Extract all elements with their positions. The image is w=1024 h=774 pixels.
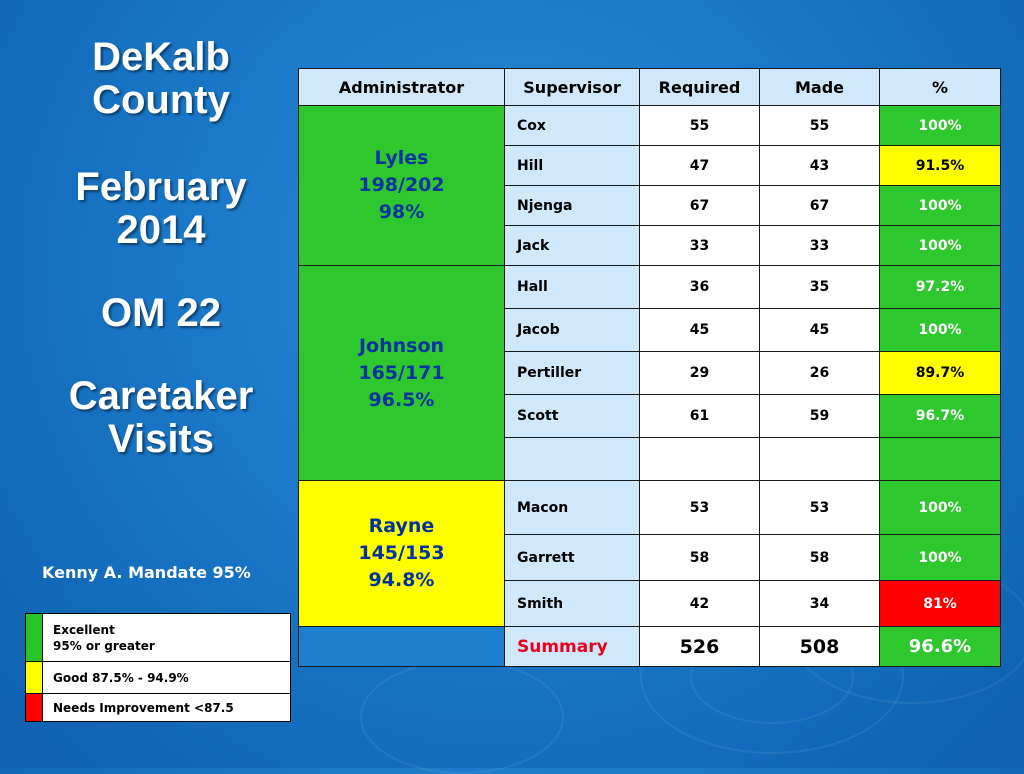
header-administrator: Administrator: [299, 69, 505, 106]
made-cell: [760, 438, 880, 481]
summary-percent: 96.6%: [880, 627, 1001, 667]
slide-title: [30, 36, 292, 461]
legend-label-line: Excellent: [53, 622, 115, 637]
legend-swatch: [26, 662, 43, 694]
legend-label: [43, 614, 291, 662]
title-line: County: [92, 78, 230, 122]
legend-label: Needs Improvement <87.5: [43, 694, 291, 722]
administrator-pct: 94.8%: [368, 569, 435, 591]
title-line: 2014: [116, 208, 206, 252]
table-row: [299, 481, 1001, 535]
percent-cell: 97.2%: [880, 266, 1001, 309]
required-cell: 45: [640, 309, 760, 352]
header-supervisor: Supervisor: [505, 69, 640, 106]
supervisor-cell: Hill: [505, 146, 640, 186]
percent-cell: 96.7%: [880, 395, 1001, 438]
made-cell: 67: [760, 186, 880, 226]
table-header-row: [299, 69, 1001, 106]
percent-cell: 100%: [880, 535, 1001, 581]
supervisor-cell: Garrett: [505, 535, 640, 581]
legend-table: [25, 613, 291, 722]
required-cell: 36: [640, 266, 760, 309]
administrator-cell: [299, 266, 505, 481]
administrator-cell: [299, 106, 505, 266]
legend-row-good: [26, 662, 291, 694]
table-row: [299, 106, 1001, 146]
percent-cell: 100%: [880, 309, 1001, 352]
required-cell: 47: [640, 146, 760, 186]
percent-cell: 91.5%: [880, 146, 1001, 186]
administrator-pct: 96.5%: [368, 388, 435, 411]
summary-row: [299, 627, 1001, 667]
administrator-ratio: 145/153: [358, 542, 445, 564]
required-cell: 58: [640, 535, 760, 581]
caretaker-visits-table: [298, 68, 1001, 667]
title-line: Visits: [108, 417, 214, 461]
administrator-pct: 98%: [378, 201, 425, 223]
supervisor-cell: [505, 438, 640, 481]
percent-cell: 100%: [880, 186, 1001, 226]
made-cell: 55: [760, 106, 880, 146]
supervisor-cell: Scott: [505, 395, 640, 438]
percent-cell: 81%: [880, 581, 1001, 627]
required-cell: [640, 438, 760, 481]
required-cell: 53: [640, 481, 760, 535]
made-cell: 58: [760, 535, 880, 581]
administrator-name: Rayne: [368, 515, 435, 537]
required-cell: 33: [640, 226, 760, 266]
supervisor-cell: Cox: [505, 106, 640, 146]
required-cell: 42: [640, 581, 760, 627]
administrator-ratio: 198/202: [358, 174, 445, 196]
supervisor-cell: Pertiller: [505, 352, 640, 395]
administrator-ratio: 165/171: [358, 361, 445, 384]
percent-cell: 89.7%: [880, 352, 1001, 395]
summary-label: Summary: [505, 627, 640, 667]
made-cell: 34: [760, 581, 880, 627]
required-cell: 61: [640, 395, 760, 438]
table-row: [299, 266, 1001, 309]
made-cell: 43: [760, 146, 880, 186]
required-cell: 29: [640, 352, 760, 395]
summary-made: 508: [760, 627, 880, 667]
legend-label: Good 87.5% - 94.9%: [43, 662, 291, 694]
summary-required: 526: [640, 627, 760, 667]
made-cell: 45: [760, 309, 880, 352]
made-cell: 53: [760, 481, 880, 535]
required-cell: 67: [640, 186, 760, 226]
supervisor-cell: Hall: [505, 266, 640, 309]
percent-cell: 100%: [880, 226, 1001, 266]
made-cell: 33: [760, 226, 880, 266]
administrator-cell: [299, 481, 505, 627]
title-line: DeKalb: [92, 35, 230, 79]
supervisor-cell: Macon: [505, 481, 640, 535]
legend-row-needs-improvement: [26, 694, 291, 722]
legend-row-excellent: [26, 614, 291, 662]
legend-label-line: 95% or greater: [53, 638, 155, 653]
legend-swatch: [26, 614, 43, 662]
made-cell: 35: [760, 266, 880, 309]
made-cell: 59: [760, 395, 880, 438]
legend-swatch: [26, 694, 43, 722]
summary-blank-cell: [299, 627, 505, 667]
supervisor-cell: Jacob: [505, 309, 640, 352]
supervisor-cell: Jack: [505, 226, 640, 266]
made-cell: 26: [760, 352, 880, 395]
title-line: February: [75, 165, 247, 209]
title-line: OM 22: [100, 291, 222, 335]
header-required: Required: [640, 69, 760, 106]
percent-cell: [880, 438, 1001, 481]
percent-cell: 100%: [880, 481, 1001, 535]
supervisor-cell: Njenga: [505, 186, 640, 226]
header-percent: %: [880, 69, 1001, 106]
required-cell: 55: [640, 106, 760, 146]
supervisor-cell: Smith: [505, 581, 640, 627]
title-line: Caretaker: [68, 374, 254, 418]
percent-cell: 100%: [880, 106, 1001, 146]
header-made: Made: [760, 69, 880, 106]
administrator-name: Johnson: [358, 334, 445, 357]
administrator-name: Lyles: [374, 147, 429, 169]
background-ripple: [360, 660, 564, 774]
mandate-text: Kenny A. Mandate 95%: [42, 563, 251, 582]
